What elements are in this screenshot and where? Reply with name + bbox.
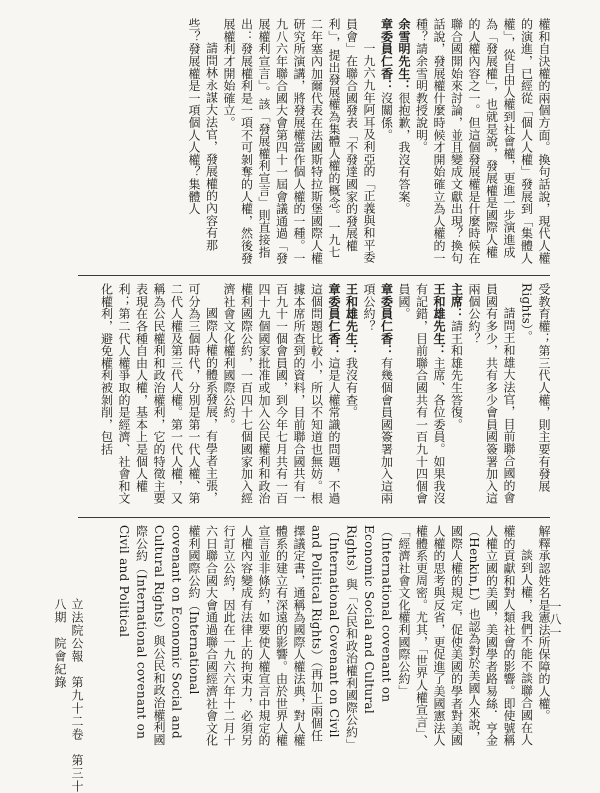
paragraph-text: 解釋承認姓名是憲法所保障的人權。 xyxy=(537,525,551,722)
paragraph xyxy=(412,18,552,268)
paragraph xyxy=(360,283,395,511)
speaker-label: 章委員仁香： xyxy=(379,283,394,357)
paragraph-text: 我沒有查。 xyxy=(344,356,359,419)
paragraph-text: 談到人權，我們不能不談聯合國在人權的貢獻和對人類社會的影響。即使號稱人權立國的美國，美國學者路易絲．亨金（Henkin,L）也認為對於美國人來說，國際人權的規定，促使美國的學者對美國人權的思考與反省，更促進了美國憲法人權體系更周密。尤其，「世界人權宣言」、「經濟社會文化權利國際公約」（International covenant on Economic Social and Cultural Rights）與「公民和政治權利國際公約」（International Covenant on Civil and Political Rights）（再加上兩個任擇議定書，通稱為國際人權法典，對人權體系的建立有深遠的影響。由於世界人權宣言並非條約，如要使人權宣言中規定的人權內容變成有法律上的拘束力，必須另行訂立公約，因此在一九六六年十二月十六日聯合國大會通過聯合國經濟社會文化權利國際公約（International covenant on Economic Social and Cultural Rights）與公民和政治權利國際公約（International covenant on Civil and Political xyxy=(117,525,534,747)
paragraph-text: 一九六九年阿耳及利亞的「正義與和平委員會」在聯合國發表「不發達國家的發展權利」，提出發展權為集體人權的概念。一九七二年塞內加爾代表在法國斯特拉斯堡國際人權研究所演講，將發展權當作個人權的一種。一九八六年聯合國大會第四十一屆會議通過「發展權利宣言」。該「發展權利宣言」則直接指出：發展權利是一項不可剝奪的人權，然後發展權利才開始確立。 xyxy=(222,18,376,264)
paragraph xyxy=(377,18,395,268)
block-divider-top xyxy=(78,275,550,276)
speaker-label: 余雪明先生： xyxy=(397,18,411,92)
paragraph-text: 請王和雄先生答復。 xyxy=(449,319,464,431)
paragraph-text: 請問王和雄大法官，目前聯合國的會員國有多少，共有多少會員國簽署加入這兩個公約？ xyxy=(467,283,516,505)
paragraph-text: 有幾個會員國簽署加入這兩項公約？ xyxy=(362,283,394,505)
text-column-block-bottom xyxy=(52,525,552,750)
paragraph xyxy=(447,283,465,511)
paragraph xyxy=(465,283,518,511)
paragraph-text: 很抱歉，我沒有答案。 xyxy=(397,91,411,215)
text-column-block-top xyxy=(60,18,552,268)
footer-publication-line: 立法院公報 第九十二卷 第三十八期 院會紀錄 xyxy=(53,598,84,793)
paragraph-text: 請問林永謀大法官，發展權的內容有那些？發展權是一項個人人權？集體人 xyxy=(187,18,219,252)
speaker-label: 章委員仁香： xyxy=(327,283,341,357)
paragraph xyxy=(185,18,220,268)
speaker-label: 章委員仁香： xyxy=(379,18,394,92)
paragraph-text: 權和自決權的兩個方面。換句話說，現代人權的演進，已經從「個人人權」發展到「集體人權」，從自由人權到社會權，更進一步演進成為「發展權」，也就是說，發展權是國際人權的人權內容之一。但這個發展權是什麼時候在聯合國開始來討論，並且變成文獻出現？換句話說，發展權什麼時候才開始確立為人權的一種？請余雪明教授說明。 xyxy=(414,18,551,264)
text-column-block-middle xyxy=(56,283,552,511)
speaker-label: 王和雄先生： xyxy=(344,283,359,357)
speaker-label: 主席： xyxy=(449,283,464,320)
paragraph xyxy=(517,283,535,511)
page-number: 一八一 xyxy=(548,600,562,639)
paragraph xyxy=(395,18,413,268)
paragraph xyxy=(220,283,343,511)
paragraph-text: 這是人權常識的問題，不過這個問題比較小，所以不知道也無妨。根據本席所查到的資料，目前聯合國共有一百九十一個會員國，到今年七月共有一百四十九個國家批准或加入公民權利和政治權利國際公約，一百四十七個國家加入經濟社會文化權利國際公約。 xyxy=(222,283,341,505)
paragraph-text: Rights）。 xyxy=(519,283,534,343)
paragraph xyxy=(115,525,535,750)
paragraph-text: 受教育權；第三代人權，則主要有發展 xyxy=(537,283,551,493)
paragraph-text: 主席、各位委員。如果我沒有記錯，目前聯合國共有一百九十四個會員國。 xyxy=(397,283,446,505)
paragraph xyxy=(97,283,220,511)
paragraph xyxy=(535,283,553,511)
block-divider-bottom xyxy=(78,517,550,518)
paragraph xyxy=(342,283,360,511)
paragraph-text: 沒關係。 xyxy=(379,91,394,142)
speaker-label: 王和雄先生： xyxy=(432,283,446,357)
paragraph xyxy=(220,18,378,268)
paragraph-text: 國際人權的體系發展，有學者主張，可分為三個時代，分別是第一代人權、第二代人權及第三代人權。第一代人權，又稱為公民權利和政治權利，它的特徵主要表現在各種自由人權，基本上是個人權利；第二代人權爭取的是經濟、社會和文化權利，避免權利被剝削，包括 xyxy=(99,283,219,505)
paragraph xyxy=(395,283,448,511)
